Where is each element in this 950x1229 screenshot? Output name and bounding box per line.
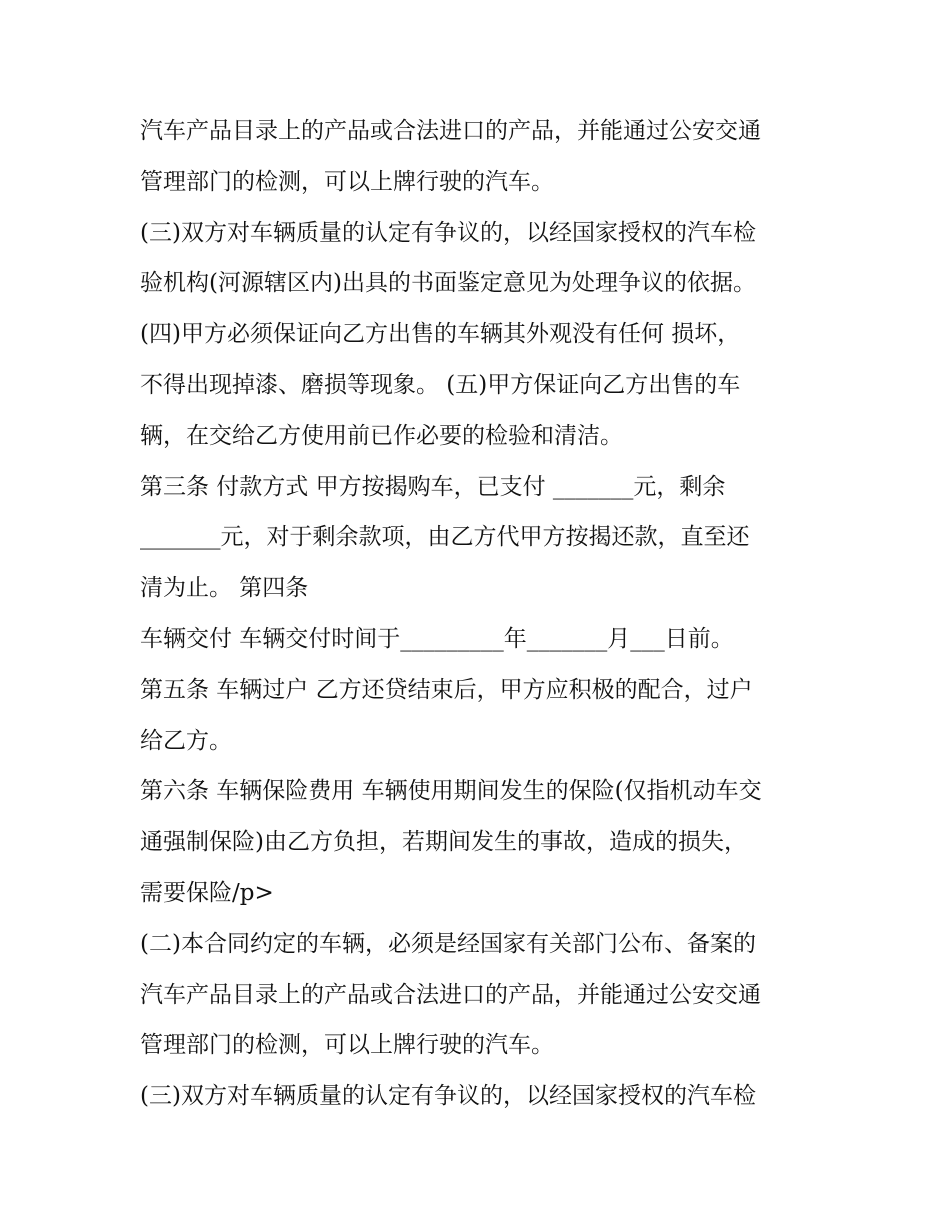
body-line: 清为止。 第四条 <box>140 575 309 602</box>
body-line: 第三条 付款方式 甲方按揭购车，已支付 _______元，剩余 <box>140 473 726 500</box>
body-line: 不得出现掉漆、磨损等现象。 (五)甲方保证向乙方出售的车 <box>140 371 741 398</box>
body-line: 第五条 车辆过户 乙方还贷结束后，甲方应积极的配合，过户 <box>140 676 753 703</box>
body-line: (三)双方对车辆质量的认定有争议的，以经国家授权的汽车检 <box>140 1083 756 1110</box>
body-line: 第六条 车辆保险费用 车辆使用期间发生的保险(仅指机动车交 <box>140 778 762 805</box>
document-body <box>140 106 840 1122</box>
body-line: _______元，对于剩余款项，由乙方代甲方按揭还款，直至还 <box>140 524 750 551</box>
body-line: 管理部门的检测，可以上牌行驶的汽车。 <box>140 168 554 195</box>
body-line: (三)双方对车辆质量的认定有争议的，以经国家授权的汽车检 <box>140 219 756 246</box>
body-line: 汽车产品目录上的产品或合法进口的产品，并能通过公安交通 <box>140 118 761 144</box>
body-line: 管理部门的检测，可以上牌行驶的汽车。 <box>140 1032 554 1059</box>
body-line: 需要保险/p> <box>140 879 274 906</box>
body-line: (二)本合同约定的车辆，必须是经国家有关部门公布、备案的 <box>140 930 756 957</box>
body-line: 辆，在交给乙方使用前已作必要的检验和清洁。 <box>140 422 623 449</box>
body-line: 验机构(河源辖区内)出具的书面鉴定意见为处理争议的依据。 <box>140 270 756 297</box>
body-line: 给乙方。 <box>140 727 232 754</box>
body-line: 通强制保险)由乙方负担，若期间发生的事故，造成的损失， <box>140 829 747 856</box>
body-line: 车辆交付 车辆交付时间于_________年_______月___日前。 <box>140 625 734 652</box>
body-line: 汽车产品目录上的产品或合法进口的产品，并能通过公安交通 <box>140 981 761 1008</box>
body-line: (四)甲方必须保证向乙方出售的车辆其外观没有任何 损坏， <box>140 321 741 348</box>
